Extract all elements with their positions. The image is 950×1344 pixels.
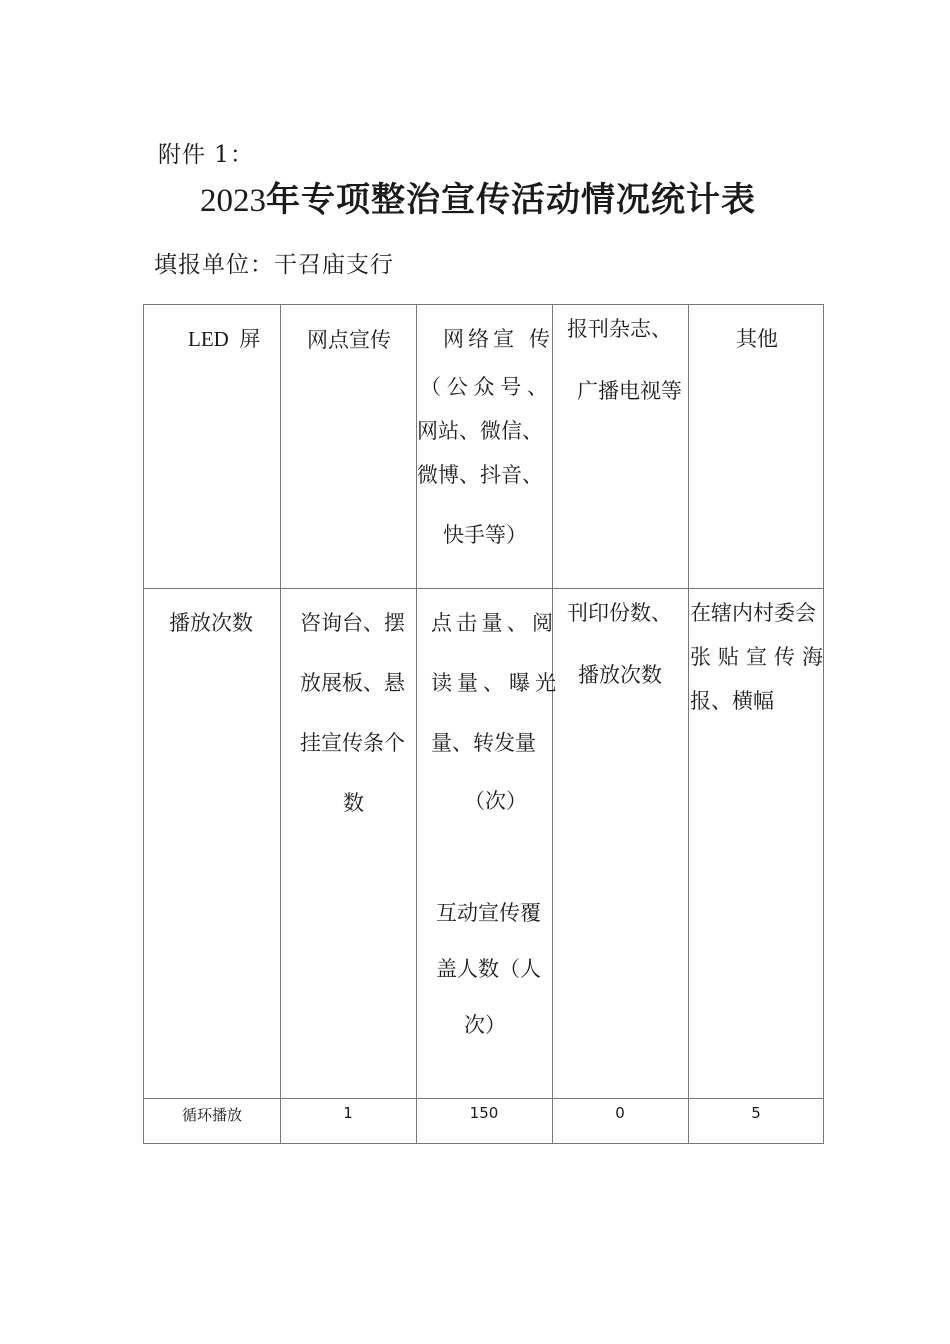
value-led: 循环播放 bbox=[181, 1106, 243, 1124]
value-other: 5 bbox=[751, 1104, 761, 1122]
col-divider bbox=[688, 305, 689, 1143]
row-divider bbox=[144, 588, 823, 589]
col-divider bbox=[280, 305, 281, 1143]
value-outlet: 1 bbox=[343, 1104, 353, 1122]
title-year: 2023 bbox=[200, 183, 266, 219]
title-text: 年专项整治宣传活动情况统计表 bbox=[266, 180, 756, 220]
reporting-unit: 填报单位：干召庙支行 bbox=[154, 252, 394, 278]
statistics-table: LED 屏 网点宣传 网络宣 传 （公众号、 网站、微信、 微博、抖音、 快手等） 报刊杂志、 广播电视等 其他 播放次数 咨询台、摆 放展板、悬 挂宣传条个 数 点击量、阅 读量、曝光 量、转发量 （次） 互动宣传覆 盖人数（人 次） 刊印份数、 播放次数 在辖内村委会 张贴宣传海 报、横幅 循环播放 1 150 0 5 bbox=[143, 304, 824, 1144]
value-network: 150 bbox=[469, 1104, 499, 1122]
page-title bbox=[200, 172, 756, 221]
attachment-label: 附件 1： bbox=[158, 142, 254, 168]
col-divider bbox=[552, 305, 553, 1143]
row-divider bbox=[144, 1098, 823, 1099]
value-print: 0 bbox=[615, 1104, 625, 1122]
